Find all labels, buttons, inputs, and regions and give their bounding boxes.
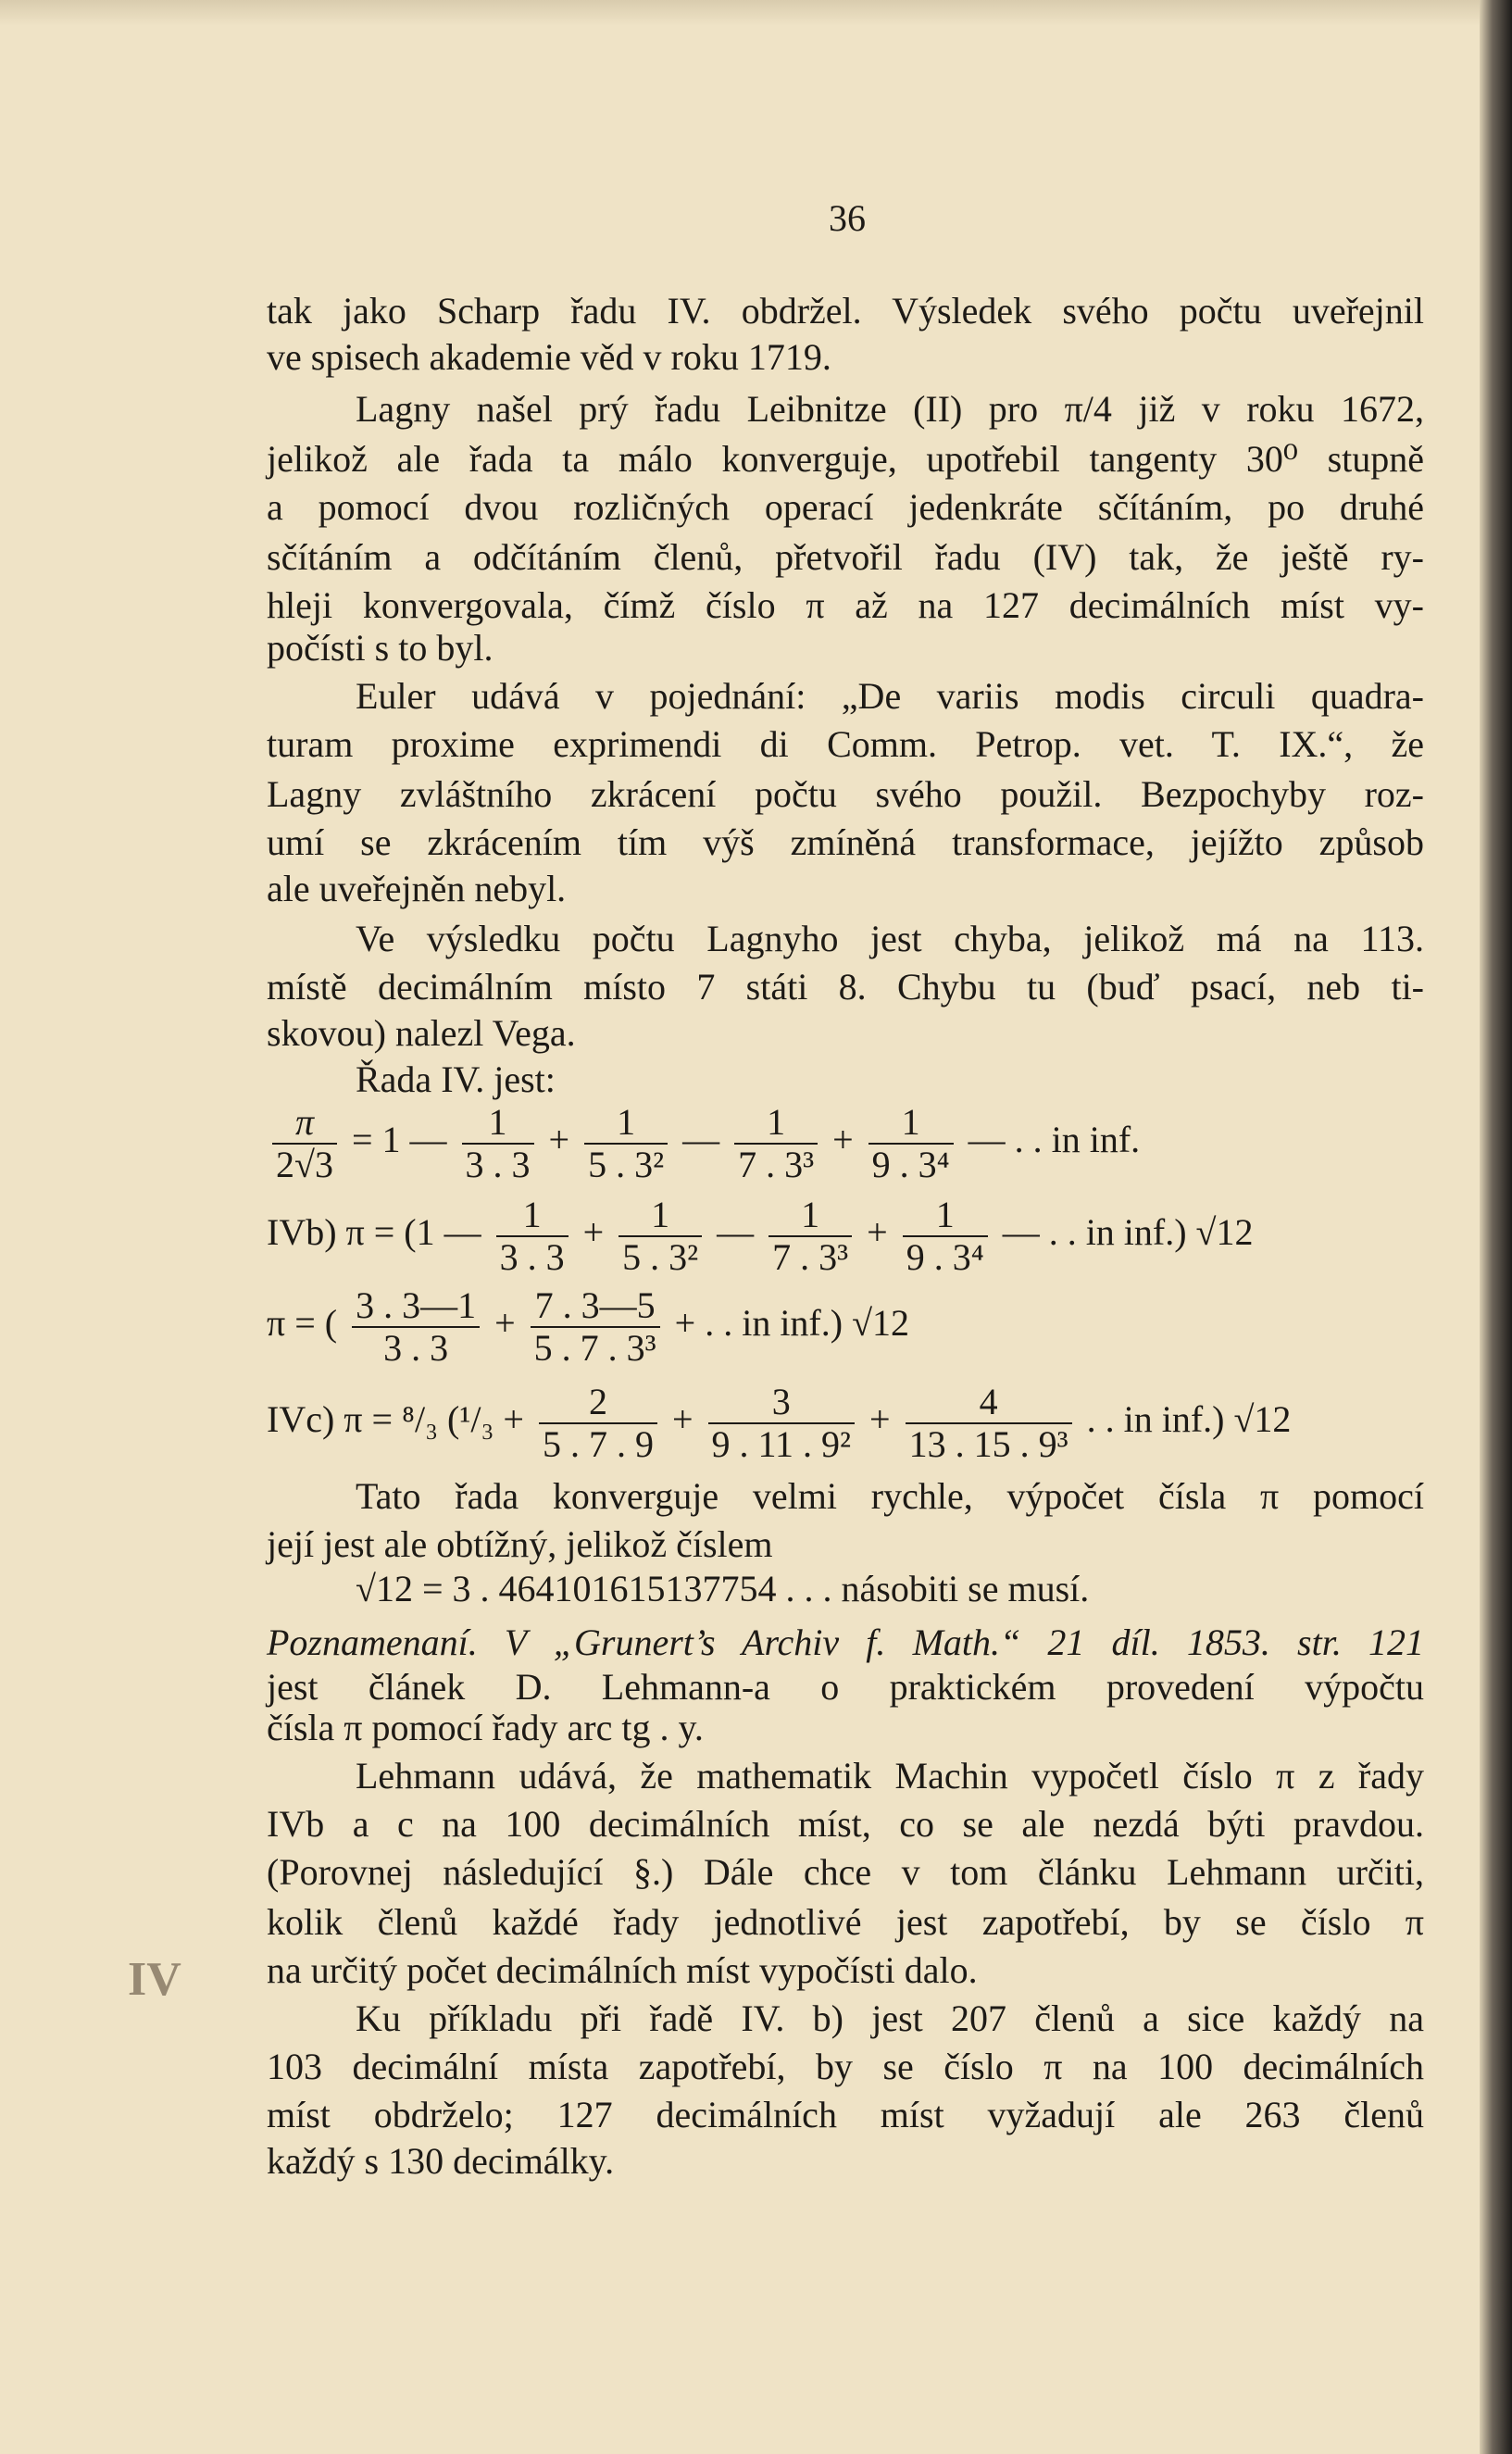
text-line: jest článek D. Lehmann-a o praktickém provedení výpočtu <box>267 1666 1424 1708</box>
fraction: $\frac{1}{\text{9 . 3⁴}}$ <box>903 1195 988 1278</box>
page-number: 36 <box>829 197 866 239</box>
fraction: $\frac{7 . 3—5}{\text{5 . 7 . 3³}}$ <box>531 1285 660 1369</box>
text-line: Lehmann udává, že mathematik Machin vypočetl číslo π z řady <box>356 1755 1424 1797</box>
fraction: $\frac{1}{3 . 3}$ <box>496 1195 569 1278</box>
text-line: umí se zkrácením tím výš zmíněná transformace, jejížto způsob <box>267 821 1424 863</box>
margin-annotation: IV <box>128 1953 181 2006</box>
text-line: Lagny našel prý řadu Leibnitze (II) pro π/4 již v roku 1672, <box>356 388 1424 430</box>
text-line: ve spisech akademie věd v roku 1719. <box>267 336 831 378</box>
text-line: Ve výsledku počtu Lagnyho jest chyba, jelikož má na 113. <box>356 918 1424 959</box>
text-line: 103 decimální místa zapotřebí, by se číslo π na 100 decimálních <box>267 2046 1424 2087</box>
text-line: turam proxime exprimendi di Comm. Petrop. vet. T. IX.“, že <box>267 723 1424 765</box>
fraction: $\frac{1}{\text{7 . 3³}}$ <box>734 1102 818 1185</box>
text-line: Řada IV. jest: <box>356 1058 556 1100</box>
text-line: jelikož ale řada ta málo konverguje, upotřebil tangenty 30⁰ stupně <box>267 438 1424 480</box>
page-top-shadow <box>0 0 1512 26</box>
text-line: míst obdrželo; 127 decimálních míst vyžadují ale 263 členů <box>267 2094 1424 2135</box>
text-line: hleji konvergovala, čímž číslo π až na 127 decimálních míst vy- <box>267 584 1424 626</box>
formula-series-ivb: IVb) π = (1 — $\frac{1}{3 . 3}$ + $\frac{1}{\text{5 . 3²}}$ — $\frac{1}{\text{7 . 3³}}$ + $\frac{1}{\text{9 . 3⁴}}$ — . . in inf.) √12 <box>267 1194 1254 1278</box>
text-line: Poznamenaní. V „Grunert’s Archiv f. Math.“ 21 díl. 1853. str. 121 <box>267 1621 1424 1663</box>
fraction: $\frac{1}{\text{9 . 3⁴}}$ <box>868 1102 954 1185</box>
text-line: Ku příkladu při řadě IV. b) jest 207 členů a sice každý na <box>356 1997 1424 2039</box>
formula-series-ivb-grouped: π = ( $\frac{3 . 3—1}{3 . 3}$ + $\frac{7 . 3—5}{\text{5 . 7 . 3³}}$ + . . in inf.) √12 <box>267 1284 910 1369</box>
formula-series-ivc: IVc) π = ⁸/₃ (¹/₃ + $\frac{2}{5 . 7 . 9}$ + $\frac{3}{\text{9 . 11 . 9²}}$ + $\frac{4}{\text{13 . 15 . 9³}}$ . . in inf.) √12 <box>267 1381 1292 1465</box>
text-line: Euler udává v pojednání: „De variis modis circuli quadra- <box>356 675 1424 717</box>
text-line: √12 = 3 . 464101615137754 . . . násobiti se musí. <box>356 1568 1090 1609</box>
text-line: počísti s to byl. <box>267 627 494 669</box>
text-line: sčítáním a odčítáním členů, přetvořil řadu (IV) tak, že ještě ry- <box>267 536 1424 578</box>
fraction: $\frac{3 . 3—1}{3 . 3}$ <box>352 1285 480 1369</box>
text-line: (Porovnej následující §.) Dále chce v tom článku Lehmann určiti, <box>267 1851 1424 1893</box>
fraction: $\frac{1}{\text{5 . 3²}}$ <box>619 1195 702 1278</box>
text-line: ale uveřejněn nebyl. <box>267 868 567 909</box>
text-line: místě decimálním místo 7 státi 8. Chybu tu (buď psací, neb ti- <box>267 966 1424 1008</box>
fraction: $\frac{1}{3 . 3}$ <box>462 1102 534 1185</box>
page-binding-edge <box>1480 0 1512 2454</box>
fraction: $\frac{1}{\text{5 . 3²}}$ <box>584 1102 668 1185</box>
fraction: $\frac{3}{\text{9 . 11 . 9²}}$ <box>708 1382 856 1465</box>
text-line: každý s 130 decimálky. <box>267 2140 615 2182</box>
text-line: na určitý počet decimálních míst vypočísti dalo. <box>267 1949 978 1991</box>
fraction: $\frac{1}{\text{7 . 3³}}$ <box>768 1195 852 1278</box>
text-line: její jest ale obtížný, jelikož číslem <box>267 1523 773 1565</box>
fraction: $\frac{4}{\text{13 . 15 . 9³}}$ <box>906 1382 1072 1465</box>
text-line: tak jako Scharp řadu IV. obdržel. Výsledek svého počtu uveřejnil <box>267 290 1424 332</box>
text-line: čísla π pomocí řady arc tg . y. <box>267 1707 704 1748</box>
fraction: $\frac{2}{5 . 7 . 9}$ <box>539 1382 657 1465</box>
text-line: kolik členů každé řady jednotlivé jest zapotřebí, by se číslo π <box>267 1901 1424 1943</box>
text-line: Lagny zvláštního zkrácení počtu svého použil. Bezpochyby roz- <box>267 773 1424 815</box>
text-line: Tato řada konverguje velmi rychle, výpočet čísla π pomocí <box>356 1475 1424 1517</box>
fraction: $\frac{\pi}{2√3}$ <box>272 1102 337 1185</box>
text-line: IVb a c na 100 decimálních míst, co se ale nezdá býti pravdou. <box>267 1803 1424 1845</box>
text-line: skovou) nalezl Vega. <box>267 1012 576 1054</box>
formula-series-iv: $\frac{\pi}{2√3}$ = 1 — $\frac{1}{3 . 3}$ + $\frac{1}{\text{5 . 3²}}$ — $\frac{1}{\text{7 . 3³}}$ + $\frac{1}{\text{9 . 3⁴}}$ — . . in inf. <box>267 1102 1140 1185</box>
text-line: a pomocí dvou rozličných operací jedenkráte sčítáním, po druhé <box>267 486 1424 528</box>
